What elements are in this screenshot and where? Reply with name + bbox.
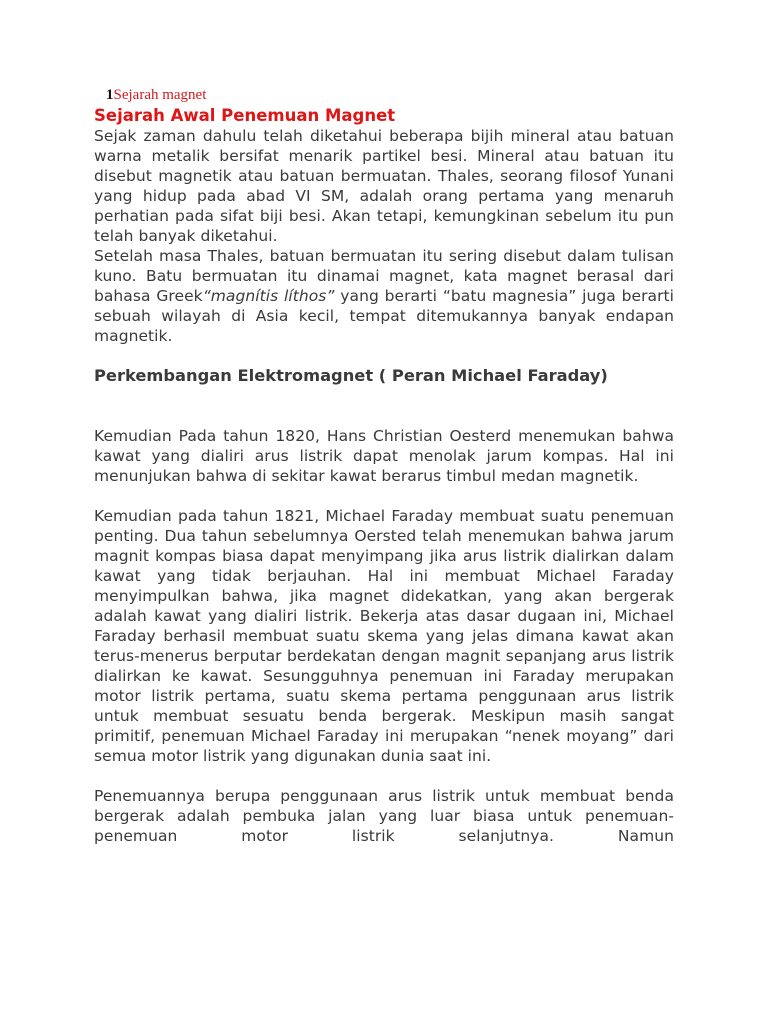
- list-number: 1: [106, 87, 114, 103]
- page-title: Sejarah Awal Penemuan Magnet: [94, 106, 396, 125]
- list-heading-label: Sejarah magnet: [113, 87, 207, 103]
- paragraph-oersted: Kemudian Pada tahun 1820, Hans Christian Oesterd menemukan bahwa kawat yang dialiri arus listrik dapat menolak jarum kompas. Hal ini menunjukan bahwa di sekitar kawat berarus timbul medan magnetik.: [94, 427, 674, 485]
- section-title-electromagnet: Perkembangan Elektromagnet ( Peran Michael Faraday): [94, 366, 608, 385]
- spacer: [94, 386, 674, 426]
- paragraph-thales-text-end: yang berarti “batu magnesia” juga berarti sebuah wilayah di Asia kecil, tempat ditemukannya banyak endapan magnetik.: [94, 287, 674, 345]
- spacer: [94, 486, 674, 506]
- paragraph-thales-text: Setelah masa Thales, batuan bermuatan itu sering disebut dalam tulisan kuno. Batu bermuatan itu dinamai magnet, kata magnet berasal dari bahasa Greek: [94, 247, 674, 305]
- spacer: [94, 766, 674, 786]
- greek-term: “magnítis líthos”: [202, 287, 335, 305]
- list-heading: [106, 87, 206, 104]
- paragraph-intro: Sejak zaman dahulu telah diketahui beberapa bijih mineral atau batuan warna metalik bersifat menarik partikel besi. Mineral atau batuan itu disebut magnetik atau batuan bermuatan. Thales, seorang filosof Yunani yang hidup pada abad VI SM, adalah orang pertama yang menaruh perhatian pada sifat biji besi. Akan tetapi, kemungkinan sebelum itu pun telah banyak diketahui.: [94, 127, 674, 245]
- paragraph-conclusion: Penemuannya berupa penggunaan arus listrik untuk membuat benda bergerak adalah pembuka jalan yang luar biasa untuk penemuan-penemuan motor listrik selanjutnya. Namun: [94, 787, 674, 845]
- paragraph-faraday: Kemudian pada tahun 1821, Michael Faraday membuat suatu penemuan penting. Dua tahun sebelumnya Oersted telah menemukan bahwa jarum magnit kompas biasa dapat menyimpang jika arus listrik dialirkan dalam kawat yang tidak berjauhan. Hal ini membuat Michael Faraday menyimpulkan bahwa, jika magnet didekatkan, yang akan bergerak adalah kawat yang dialiri listrik. Bekerja atas dasar dugaan ini, Michael Faraday berhasil membuat suatu skema yang jelas dimana kawat akan terus-menerus berputar berdekatan dengan magnit sepanjang arus listrik dialirkan ke kawat. Sesungguhnya penemuan ini Faraday merupakan motor listrik pertama, suatu skema pertama penggunaan arus listrik untuk membuat sesuatu benda bergerak. Meskipun masih sangat primitif, penemuan Michael Faraday ini merupakan “nenek moyang” dari semua motor listrik yang digunakan dunia saat ini.: [94, 507, 674, 765]
- paragraph-thales: [94, 246, 674, 346]
